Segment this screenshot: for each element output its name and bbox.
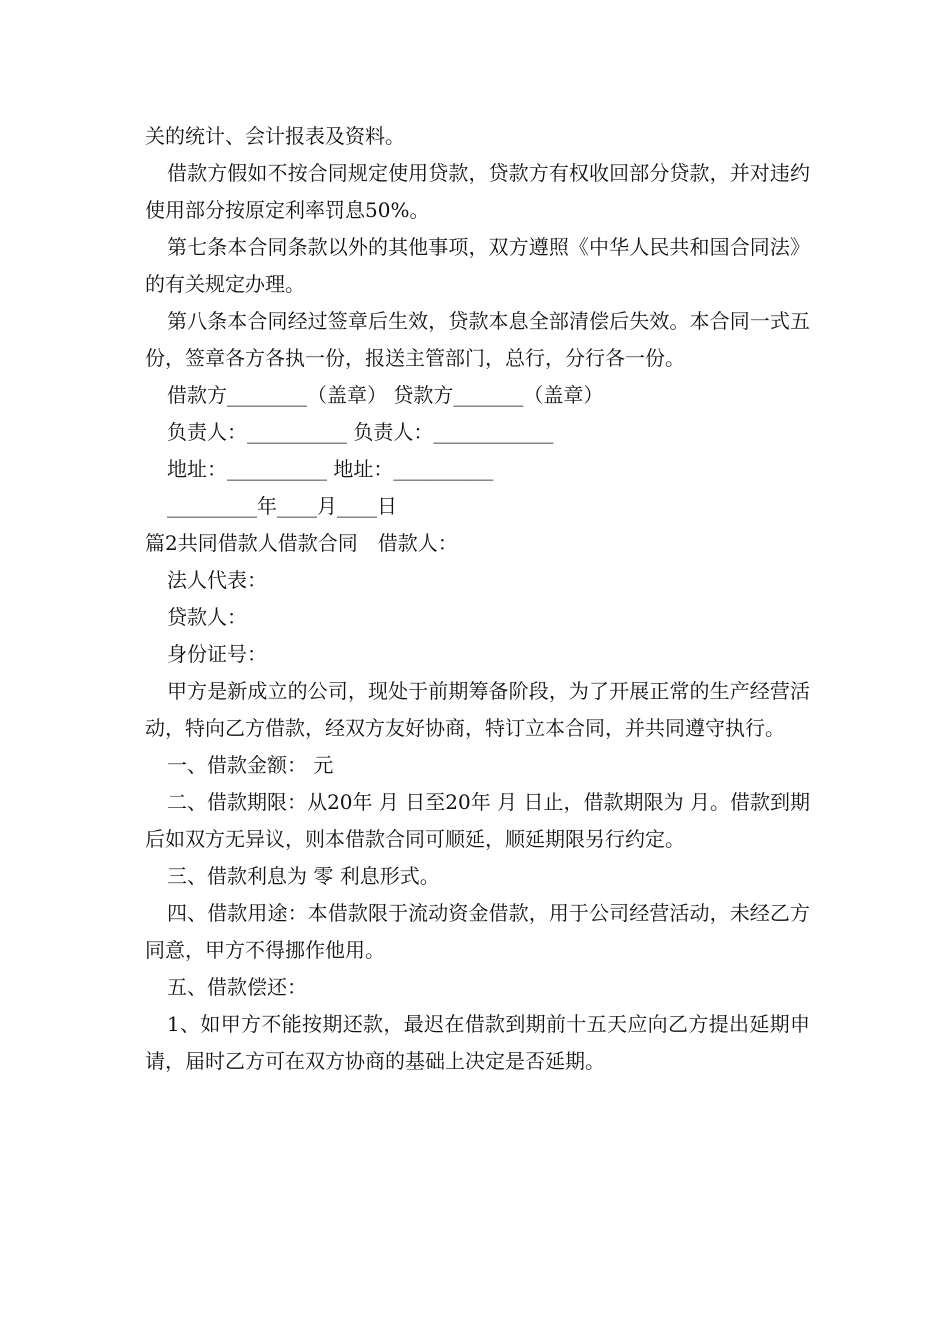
paragraph: 甲方是新成立的公司，现处于前期筹备阶段，为了开展正常的生产经营活动，特向乙方借款，经双方友好协商，特订立本合同，并共同遵守执行。 xyxy=(145,679,810,740)
clause: 1、如甲方不能按期还款，最迟在借款到期前十五天应向乙方提出延期申请，届时乙方可在双方协商的基础上决定是否延期。 xyxy=(145,1012,810,1073)
field-label: 身份证号： xyxy=(167,642,267,666)
clause: 五、借款偿还： xyxy=(167,975,307,999)
field-label: 法人代表： xyxy=(167,568,267,592)
clause: 二、借款期限：从20年 月 日至20年 月 日止，借款期限为 月。借款到期后如双方无异议，则本借款合同可顺延，顺延期限另行约定。 xyxy=(145,790,810,851)
paragraph: 第七条本合同条款以外的其他事项，双方遵照《中华人民共和国合同法》的有关规定办理。 xyxy=(145,235,810,296)
signature-line-address: 地址：__________ 地址：__________ xyxy=(167,457,494,481)
clause: 四、借款用途：本借款限于流动资金借款，用于公司经营活动，未经乙方同意，甲方不得挪作他用。 xyxy=(145,901,810,962)
signature-line-date: _________年____月____日 xyxy=(167,494,397,518)
signature-line-parties: 借款方________（盖章） 贷款方_______（盖章） xyxy=(167,383,604,407)
paragraph: 第八条本合同经过签章后生效，贷款本息全部清偿后失效。本合同一式五份，签章各方各执一份，报送主管部门，总行，分行各一份。 xyxy=(145,309,810,370)
clause: 三、借款利息为 零 利息形式。 xyxy=(167,864,440,888)
field-label: 贷款人： xyxy=(167,605,247,629)
document-body xyxy=(145,118,810,1080)
section-heading: 篇2共同借款人借款合同 借款人： xyxy=(145,531,458,555)
paragraph: 借款方假如不按合同规定使用贷款，贷款方有权收回部分贷款，并对违约使用部分按原定利率罚息50%。 xyxy=(145,161,810,222)
signature-line-responsible: 负责人：__________ 负责人：____________ xyxy=(167,420,554,444)
clause: 一、借款金额： 元 xyxy=(167,753,334,777)
paragraph: 关的统计、会计报表及资料。 xyxy=(145,124,405,148)
